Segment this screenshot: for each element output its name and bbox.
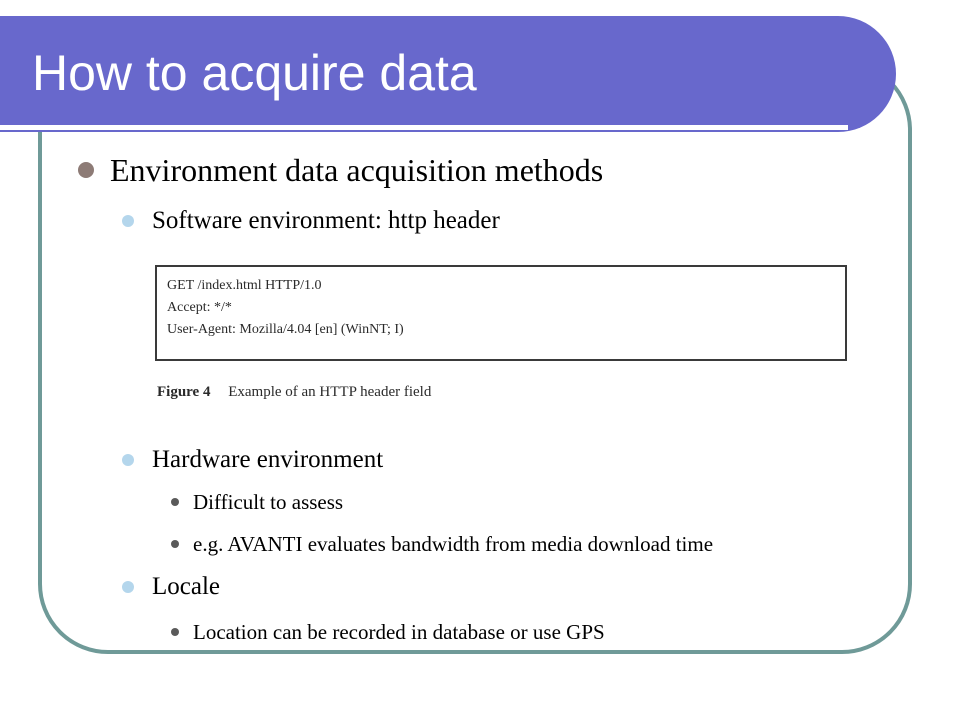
- http-header-line: GET /index.html HTTP/1.0: [167, 278, 322, 293]
- sub-bullet-difficult: [193, 488, 343, 516]
- http-header-line: User-Agent: Mozilla/4.04 [en] (WinNT; I): [167, 322, 404, 337]
- figure-number: Figure 4: [157, 384, 211, 400]
- figure-caption: [157, 382, 431, 402]
- bullet-dot-icon: [122, 454, 134, 466]
- bullet-text: Hardware environment: [152, 446, 384, 473]
- bullet-dot-icon: [171, 540, 179, 548]
- bullet-dot-icon: [122, 215, 134, 227]
- bullet-text: Software environment: http header: [152, 207, 500, 234]
- bullet-text: Environment data acquisition methods: [110, 152, 604, 188]
- title-underline: [0, 125, 848, 130]
- bullet-hardware-environment: [152, 444, 383, 476]
- figure-caption-text: Example of an HTTP header field: [228, 384, 432, 400]
- sub-bullet-avanti: [193, 530, 713, 558]
- bullet-environment-methods: [110, 150, 603, 190]
- bullet-locale: [152, 571, 220, 603]
- http-header-line: Accept: */*: [167, 300, 232, 315]
- slide-title: How to acquire data: [32, 45, 477, 101]
- bullet-dot-icon: [171, 628, 179, 636]
- bullet-text: Locale: [152, 573, 221, 600]
- bullet-dot-icon: [78, 162, 94, 178]
- http-header-figure: [155, 265, 847, 361]
- bullet-software-environment: [152, 205, 500, 237]
- sub-bullet-location: [193, 618, 605, 646]
- bullet-dot-icon: [171, 498, 179, 506]
- bullet-text: e.g. AVANTI evaluates bandwidth from media download time: [193, 532, 714, 556]
- bullet-text: Difficult to assess: [193, 490, 344, 514]
- bullet-text: Location can be recorded in database or use GPS: [193, 620, 605, 644]
- bullet-dot-icon: [122, 581, 134, 593]
